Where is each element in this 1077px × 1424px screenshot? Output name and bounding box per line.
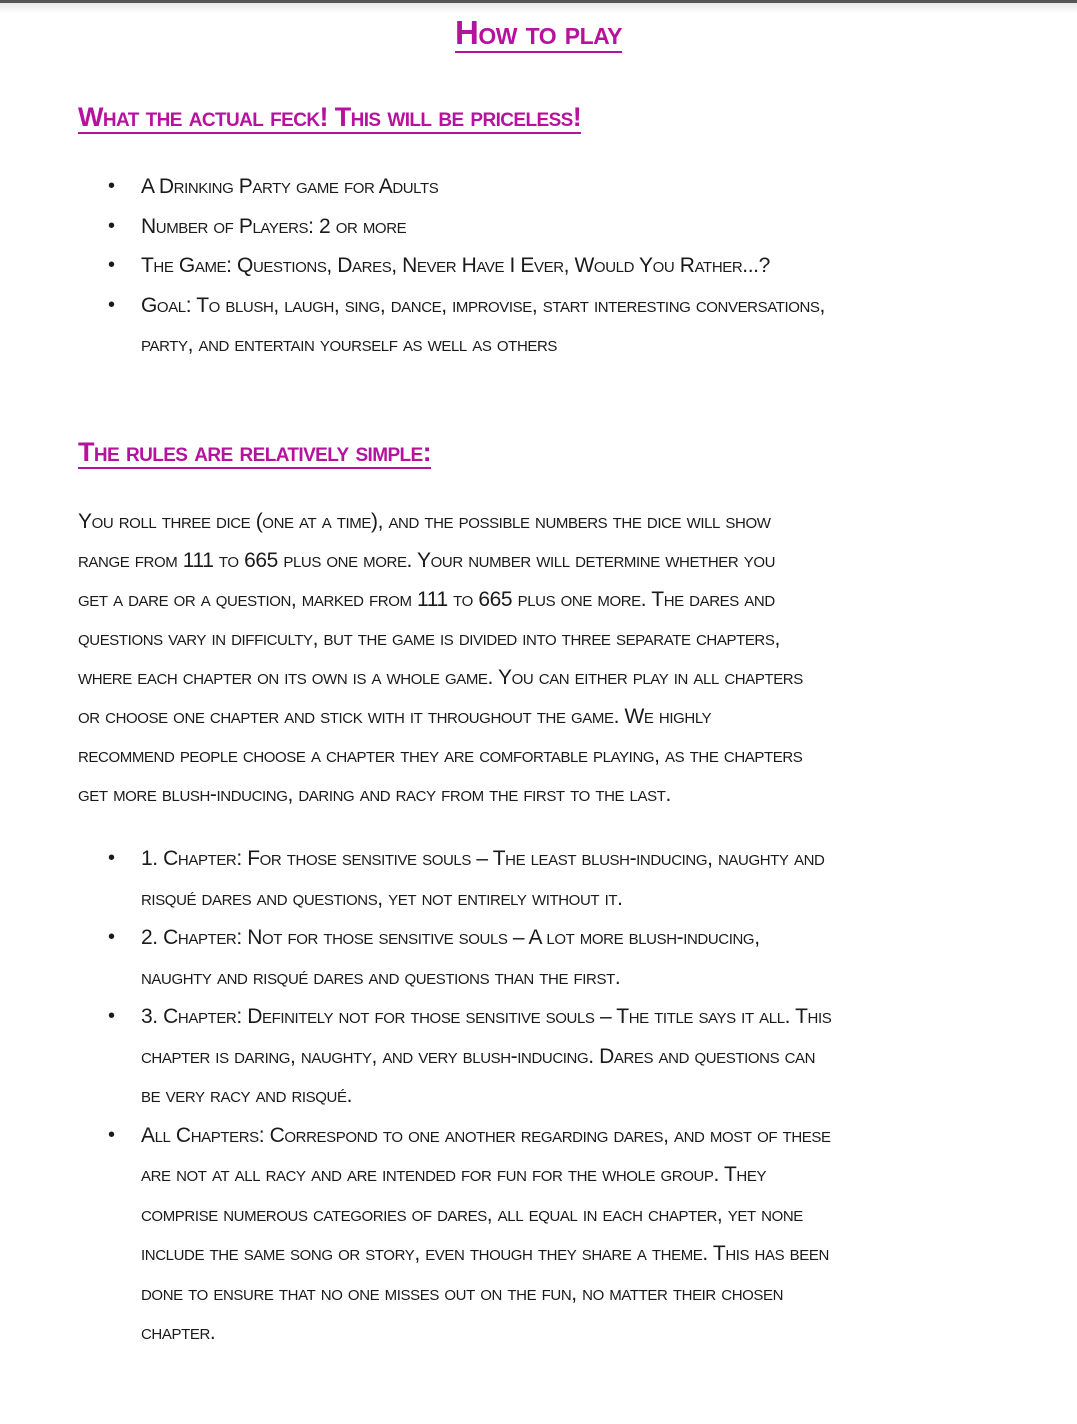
bullet-item-continuation [108,1155,831,1195]
bullet-item [108,1116,831,1156]
bullet-text: done to ensure that no one misses out on the fun, no matter their chosen [141,1281,784,1305]
bullet-item-continuation [108,325,825,365]
bullet-text: comprise numerous categories of dares, all equal in each chapter, yet none [141,1202,803,1226]
bullet-item [108,918,831,958]
paragraph-line: get more blush-inducing, daring and racy from the first to the last. [78,783,671,806]
bullet-text: 1. Chapter: For those sensitive souls – The least blush-inducing, naughty and [141,847,825,870]
bullet-text: chapter is daring, naughty, and very blush-inducing. Dares and questions can [141,1044,816,1068]
bullet-item-continuation [108,1076,831,1116]
bullet-item-continuation [108,1037,831,1077]
bullet-item-continuation [108,879,831,919]
bullet-text: 3. Chapter: Definitely not for those sensitive souls – The title says it all. This [141,1005,832,1028]
bullet-text: are not at all racy and are intended for fun for the whole group. They [141,1163,767,1186]
bullet-item [108,997,831,1037]
bullet-text: party, and entertain yourself as well as others [141,333,558,356]
bullet-text: A Drinking Party game for Adults [141,175,439,198]
bullet-item-continuation [108,1313,831,1353]
bullet-text: All Chapters: Correspond to one another regarding dares, and most of these [141,1123,831,1147]
bullet-icon: • [108,214,115,237]
bullet-icon: • [108,926,115,948]
bullet-item [108,286,825,326]
bullet-text: naughty and risqué dares and questions than the first. [141,965,621,989]
bullet-text: Goal: To blush, laugh, sing, dance, improvise, start interesting conversations, [141,293,825,317]
page-title [0,14,1077,52]
bullet-text: The Game: Questions, Dares, Never Have I Ever, Would You Rather...? [141,254,770,277]
page-title-text: How to play [454,14,623,51]
paragraph-line: or choose one chapter and stick with it throughout the game. We highly [78,705,712,728]
paragraph-line: get a dare or a question, marked from 111 to 665 plus one more. The dares and [78,588,775,611]
bullet-icon: • [108,1005,115,1027]
bullet-text: Number of Players: 2 or more [141,214,407,238]
paragraph-line: questions vary in difficulty, but the game is divided into three separate chapters, [78,627,780,650]
bullet-text: 2. Chapter: Not for those sensitive souls – A lot more blush-inducing, [141,926,760,949]
chapters-bullet-list [108,839,831,1353]
bullet-icon: • [108,175,115,197]
bullet-icon: • [108,847,115,869]
section-heading-intro: What the actual feck! This will be priceless! [78,102,582,132]
rules-paragraph [78,502,803,814]
top-shadow [0,3,1077,13]
bullet-item [108,207,825,247]
paragraph-line: You roll three dice (one at a time), and the possible numbers the dice will show [78,510,771,533]
bullet-item-continuation [108,1195,831,1235]
paragraph-line: range from 111 to 665 plus one more. Your number will determine whether you [78,549,776,572]
bullet-text: include the same song or story, even though they share a theme. This has been [141,1242,829,1265]
paragraph-line: recommend people choose a chapter they are comfortable playing, as the chapters [78,744,803,767]
bullet-text: chapter. [141,1321,216,1344]
bullet-icon: • [108,293,115,316]
bullet-item [108,839,831,879]
bullet-item-continuation [108,958,831,998]
bullet-icon: • [108,254,115,276]
intro-bullet-list [108,167,825,365]
section-heading-rules: The rules are relatively simple: [78,437,431,467]
bullet-item [108,167,825,207]
bullet-text: risqué dares and questions, yet not entirely without it. [141,886,623,910]
bullet-item-continuation [108,1234,831,1274]
bullet-item-continuation [108,1274,831,1314]
paragraph-line: where each chapter on its own is a whole game. You can either play in all chapters [78,666,803,689]
bullet-item [108,246,825,286]
bullet-text: be very racy and risqué. [141,1084,353,1107]
bullet-icon: • [108,1123,115,1146]
